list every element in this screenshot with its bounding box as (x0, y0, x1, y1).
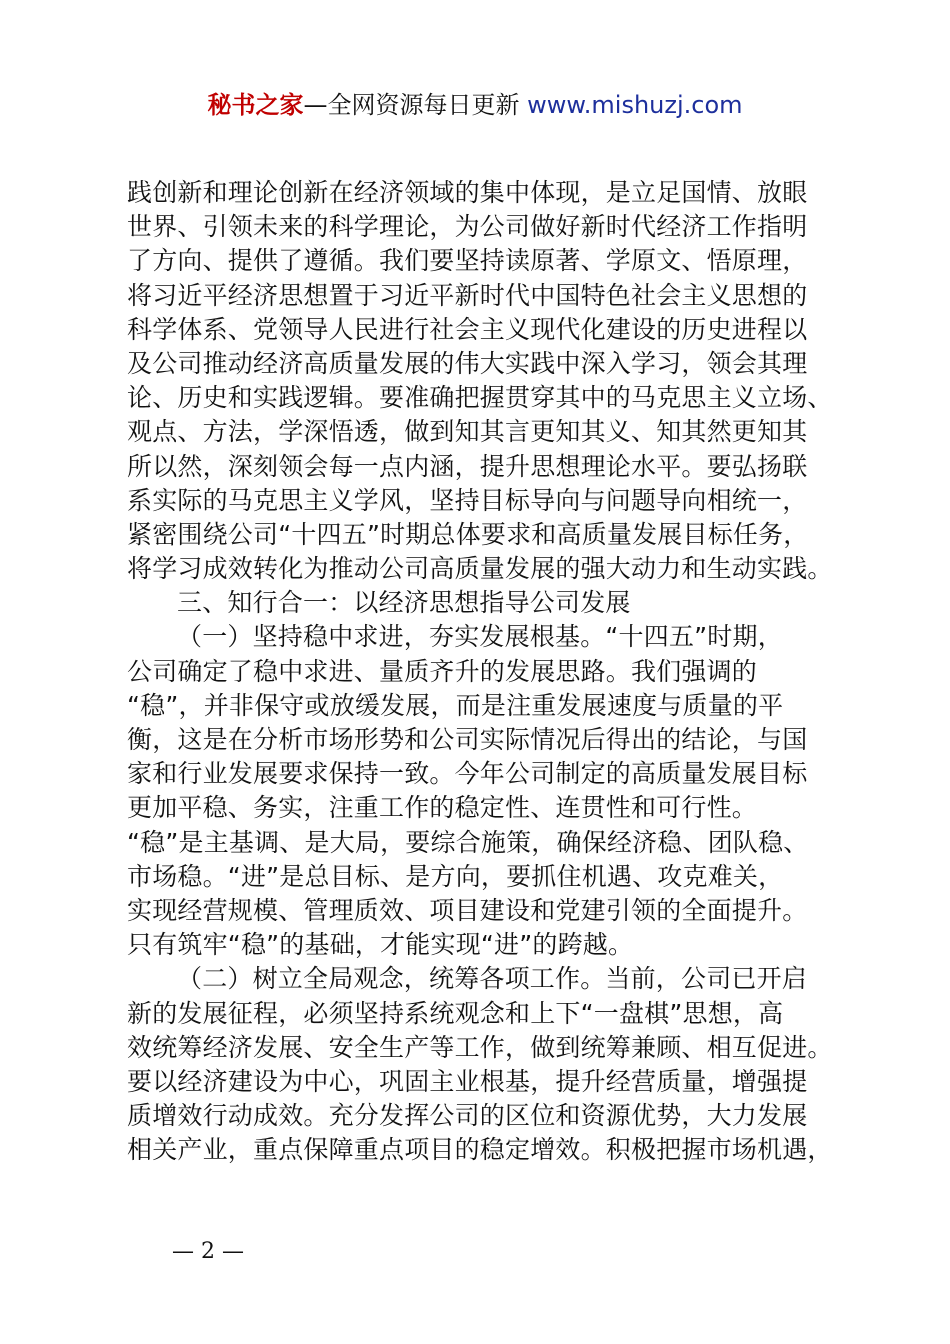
body-line: “稳”是主基调、是大局，要综合施策，确保经济稳、团队稳、 (127, 827, 809, 857)
body-line: 家和行业发展要求保持一致。今年公司制定的高质量发展目标 (127, 759, 808, 789)
body-line: 了方向、提供了遵循。我们要坚持读原著、学原文、悟原理， (127, 246, 808, 276)
document-body (127, 176, 857, 1167)
paragraph-start: （二）树立全局观念，统筹各项工作。当前，公司已开启 (177, 964, 808, 994)
section-heading: 三、知行合一：以经济思想指导公司发展 (177, 588, 631, 618)
body-line: 新的发展征程，必须坚持系统观念和上下“一盘棋”思想，高 (127, 998, 784, 1028)
body-line: “稳”，并非保守或放缓发展，而是注重发展速度与质量的平 (127, 690, 784, 720)
body-line: 所以然，深刻领会每一点内涵，提升思想理论水平。要弘扬联 (127, 451, 808, 481)
site-header (0, 88, 950, 122)
body-line: 及公司推动经济高质量发展的伟大实践中深入学习，领会其理 (127, 348, 808, 378)
body-line: 要以经济建设为中心，巩固主业根基，提升经营质量，增强提 (127, 1066, 808, 1096)
body-line: 论、历史和实践逻辑。要准确把握贯穿其中的马克思主义立场、 (127, 383, 833, 413)
body-line: 践创新和理论创新在经济领域的集中体现，是立足国情、放眼 (127, 178, 808, 207)
body-line: 只有筑牢“稳”的基础，才能实现“进”的跨越。 (127, 930, 634, 960)
body-line: 公司确定了稳中求进、量质齐升的发展思路。我们强调的 (127, 656, 758, 686)
body-line: 系实际的马克思主义学风，坚持目标导向与问题导向相统一， (127, 485, 808, 515)
page-number: — 2 — (172, 1239, 244, 1264)
body-line: 相关产业，重点保障重点项目的稳定增效。积极把握市场机遇， (127, 1135, 833, 1165)
body-line: 更加平稳、务实，注重工作的稳定性、连贯性和可行性。 (127, 793, 758, 823)
site-name: 秘书之家 (207, 91, 304, 119)
body-line: 将习近平经济思想置于习近平新时代中国特色社会主义思想的 (127, 280, 808, 310)
body-line: 质增效行动成效。充分发挥公司的区位和资源优势，大力发展 (127, 1101, 808, 1131)
paragraph-start: （一）坚持稳中求进，夯实发展根基。“十四五”时期， (177, 622, 783, 652)
body-line: 紧密围绕公司“十四五”时期总体要求和高质量发展目标任务， (127, 519, 809, 549)
body-line: 衡，这是在分析市场形势和公司实际情况后得出的结论，与国 (127, 725, 808, 754)
body-line: 效统筹经济发展、安全生产等工作，做到统筹兼顾、相互促进。 (127, 1032, 833, 1062)
body-line: 实现经营规模、管理质效、项目建设和党建引领的全面提升。 (127, 895, 808, 925)
body-line: 市场稳。“进”是总目标、是方向，要抓住机遇、攻克难关， (127, 861, 784, 891)
site-url[interactable]: www.mishuzj.com (527, 91, 743, 119)
body-line: 将学习成效转化为推动公司高质量发展的强大动力和生动实践。 (127, 554, 833, 584)
body-line: 观点、方法，学深悟透，做到知其言更知其义、知其然更知其 (127, 417, 808, 447)
body-line: 世界、引领未来的科学理论，为公司做好新时代经济工作指明 (127, 212, 808, 242)
body-line: 科学体系、党领导人民进行社会主义现代化建设的历史进程以 (127, 314, 808, 344)
site-slogan: —全网资源每日更新 (303, 91, 520, 119)
